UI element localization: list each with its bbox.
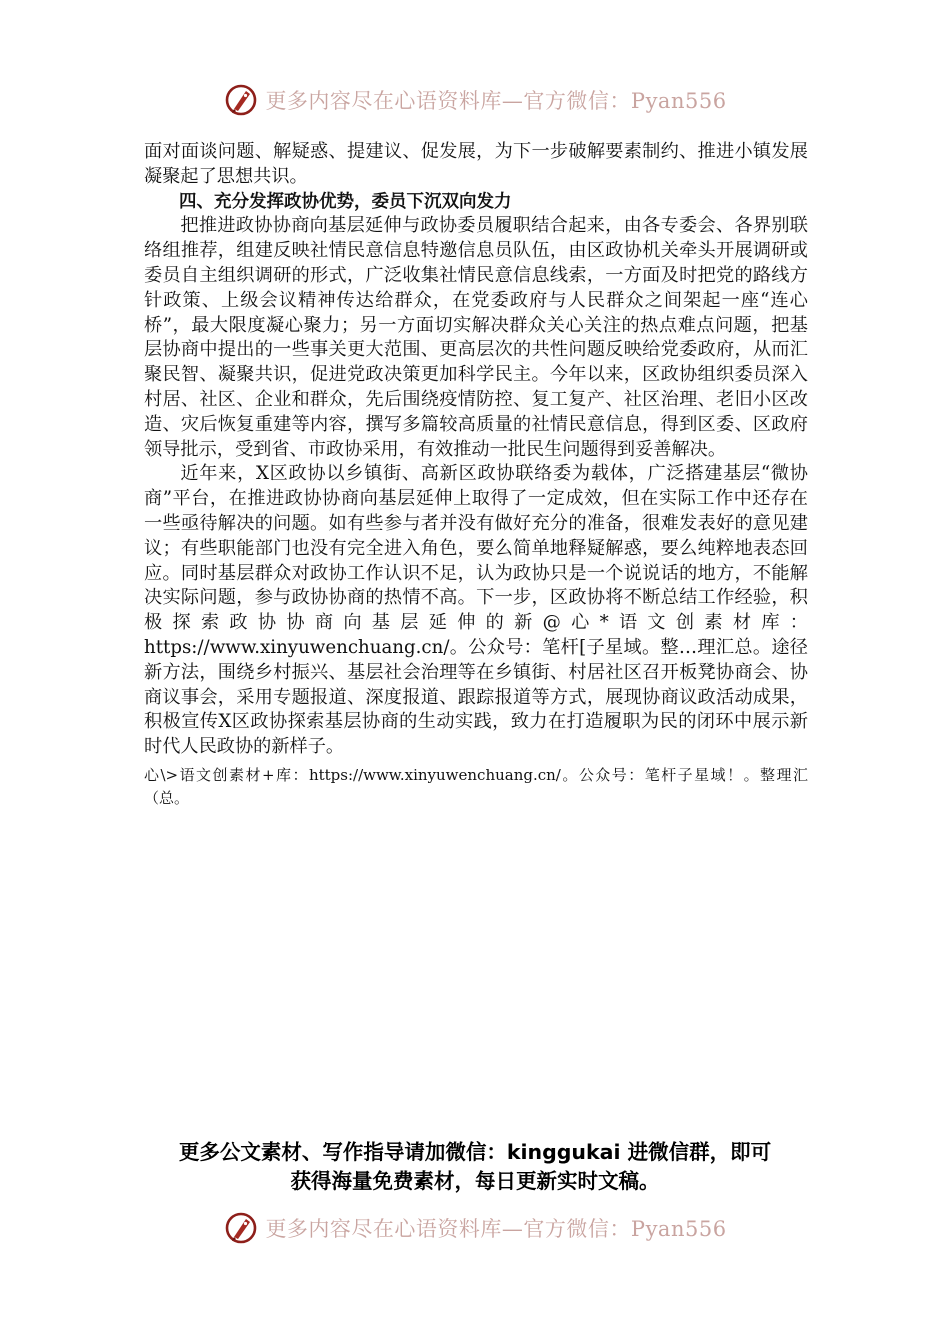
section-heading: 四、充分发挥政协优势，委员下沉双向发力: [179, 191, 512, 212]
paragraph-2: 近年来，X区政协以乡镇街、高新区政协联络委为载体，广泛搭建基层“微协商”平台，在推进政协协商向基层延伸上取得了一定成效，但在实际工作中还存在一些亟待解决的问题。如有些参与者并没有做好充分的准备，很难发表好的意见建议；有些职能部门也没有完全进入角色，要么简单地释疑解惑，要么纯粹地表态回应。同时基层群众对政协工作认识不足，认为政协只是一个说说话的地方，不能解决实际问题，参与政协协商的热情不高。下一步，区政协将不断总结工作经验，积极探索政协协商向基层延伸的新@心*语文创素材库：https://www.xinyuwenchuang.cn/。公众号：笔杆[子星域。整…理汇总。途径新方法，围绕乡村振兴、基层社会治理等在乡镇街、村居社区召开板凳协商会、协商议事会，采用专题报道、深度报道、跟踪报道等方式，展现协商议政活动成果，积极宣传X区政协探索基层协商的生动实践，致力在打造履职为民的闭环中展示新时代人民政协的新样子。: [144, 463, 808, 758]
footer-banner-text: 更多内容尽在心语资料库—官方微信：Pyan556: [265, 1217, 727, 1241]
promo-block: [120, 1138, 830, 1196]
header-banner: [0, 78, 950, 122]
header-banner-inner: [223, 82, 726, 118]
footnote: 心\>语文创素材+库：https://www.xinyuwenchuang.cn/。公众号：笔杆子星域！。整理汇（总。: [144, 765, 808, 807]
paragraph-1: 把推进政协协商向基层延伸与政协委员履职结合起来，由各专委会、各界别联络组推荐，组建反映社情民意信息特邀信息员队伍，由区政协机关牵头开展调研或委员自主组织调研的形式，广泛收集社情民意信息线索，一方面及时把党的路线方针政策、上级会议精神传达给群众，在党委政府与人民群众之间架起一座“连心桥”，最大限度凝心聚力；另一方面切实解决群众关心关注的热点难点问题，把基层协商中提出的一些事关更大范围、更高层次的共性问题反映给党委政府，从而汇聚民智、凝聚共识，促进党政决策更加科学民主。今年以来，区政协组织委员深入村居、社区、企业和群众，先后围绕疫情防控、复工复产、社区治理、老旧小区改造、灾后恢复重建等内容，撰写多篇较高质量的社情民意信息，得到区委、区政府领导批示，受到省、市政协采用，有效推动一批民生问题得到妥善解决。: [144, 215, 808, 460]
pen-nib-logo-icon: [223, 1210, 259, 1246]
intro-paragraph: 面对面谈问题、解疑惑、提建议、促发展，为下一步破解要素制约、推进小镇发展凝聚起了思想共识。: [144, 141, 808, 187]
footer-banner: [0, 1206, 950, 1250]
promo-line-1: 更多公文素材、写作指导请加微信：kinggukai 进微信群，即可: [178, 1140, 772, 1164]
document-body: [144, 140, 808, 810]
footer-banner-inner: [223, 1210, 726, 1246]
header-banner-text: 更多内容尽在心语资料库—官方微信：Pyan556: [265, 89, 727, 113]
promo-line-2: 获得海量免费素材，每日更新实时文稿。: [290, 1169, 660, 1193]
pen-nib-logo-icon: [223, 82, 259, 118]
